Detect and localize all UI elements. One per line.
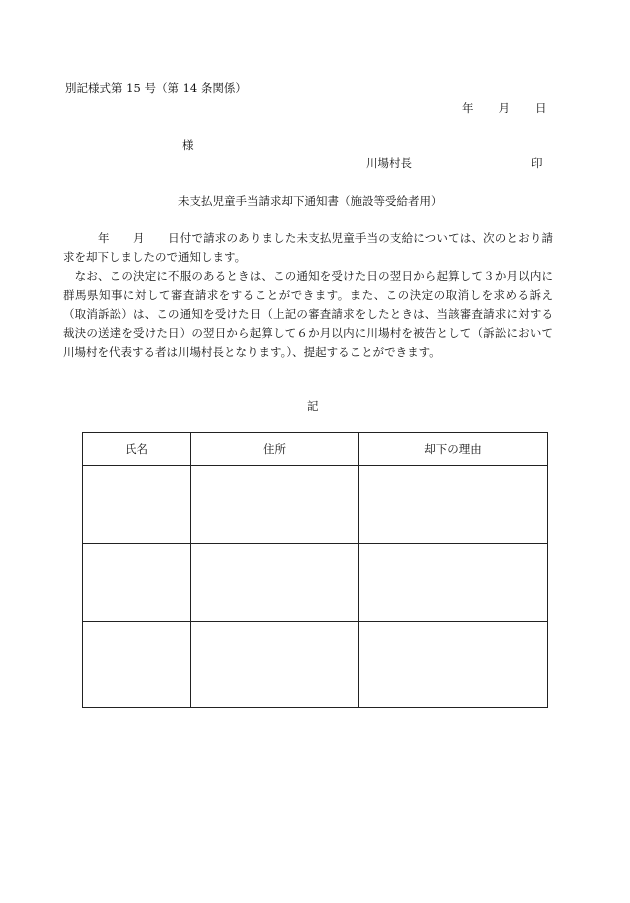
address-cell	[191, 466, 359, 544]
address-cell	[191, 544, 359, 622]
reason-cell	[359, 544, 548, 622]
form-number: 別記様式第 15 号（第 14 条関係）	[65, 81, 247, 95]
addressee-honorific: 様	[182, 138, 194, 152]
reason-cell	[359, 466, 548, 544]
date-month-label: 月	[498, 101, 510, 115]
body-paragraph-2: なお、この決定に不服のあるときは、この通知を受けた日の翌日から起算して３か月以内に群馬県知事に対して審査請求をすることができます。また、この決定の取消しを求める訴え（取消訴訟）は、この通知を受けた日（上記の審査請求をしたときは、当該審査請求に対する裁決の送達を受けた日）の翌日から起算して６か月以内に川場村を被告として（訴訟において川場村を代表する者は川場村長となります。）、提起することができます。	[63, 269, 553, 359]
header-name: 氏名	[83, 433, 191, 466]
name-cell	[83, 622, 191, 708]
issuer-title: 川場村長	[366, 156, 412, 170]
header-reason: 却下の理由	[359, 433, 548, 466]
date-day-label: 日	[535, 101, 547, 115]
document-title: 未支払児童手当請求却下通知書（施設等受給者用）	[178, 194, 443, 208]
header-address: 住所	[191, 433, 359, 466]
name-cell	[83, 544, 191, 622]
body-paragraph-1: 年 月 日付で請求のありました未支払児童手当の支給については、次のとおり請求を却下しましたので通知します。	[63, 231, 553, 264]
ki-heading: 記	[307, 399, 319, 413]
address-cell	[191, 622, 359, 708]
date-line	[462, 100, 547, 116]
issuer-seal: 印	[531, 156, 543, 170]
rejection-table	[82, 432, 548, 708]
table-header-row	[83, 433, 548, 466]
name-cell	[83, 466, 191, 544]
table-row	[83, 622, 548, 708]
reason-cell	[359, 622, 548, 708]
table-row	[83, 544, 548, 622]
table-row	[83, 466, 548, 544]
date-year-label: 年	[462, 101, 474, 115]
